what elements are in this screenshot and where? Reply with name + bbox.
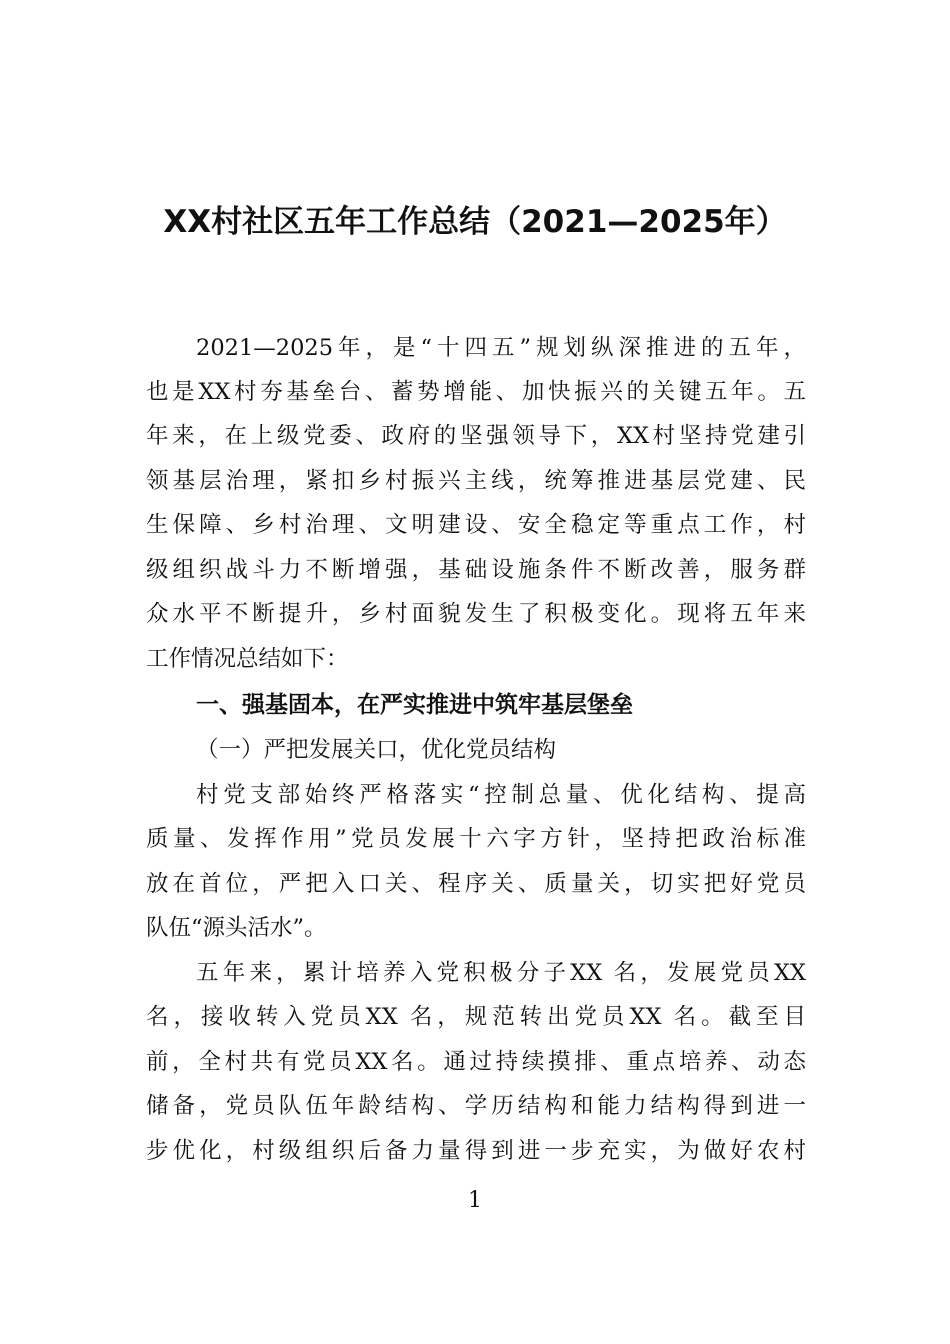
text-line: 质量、发挥作用”党员发展十六字方针，坚持把政治标准 bbox=[146, 826, 806, 852]
text-line: 步优化，村级组织后备力量得到进一步充实，为做好农村 bbox=[146, 1138, 806, 1164]
text-line: 工作情况总结如下： bbox=[146, 646, 349, 672]
text-line: 2021—2025年，是“十四五”规划纵深推进的五年， bbox=[196, 335, 806, 361]
text-line: 放在首位，严把入口关、程序关、质量关，切实把好党员 bbox=[146, 871, 806, 897]
page-number: 1 bbox=[468, 1188, 482, 1213]
text-line: 生保障、乡村治理、文明建设、安全稳定等重点工作，村 bbox=[146, 512, 806, 538]
text-line: 储备，党员队伍年龄结构、学历结构和能力结构得到进一 bbox=[146, 1093, 806, 1119]
text-line: 村党支部始终严格落实“控制总量、优化结构、提高 bbox=[196, 782, 806, 808]
text-line: 也是XX村夯基垒台、蓄势增能、加快振兴的关键五年。五 bbox=[146, 379, 806, 405]
text-line: 名，接收转入党员XX 名，规范转出党员XX 名。截至目 bbox=[146, 1004, 806, 1030]
text-line: 前，全村共有党员XX名。通过持续摸排、重点培养、动态 bbox=[146, 1049, 806, 1075]
text-line: 领基层治理，紧扣乡村振兴主线，统筹推进基层党建、民 bbox=[146, 468, 806, 494]
text-line: 年来，在上级党委、政府的坚强领导下，XX村坚持党建引 bbox=[146, 423, 806, 449]
text-line: 级组织战斗力不断增强，基础设施条件不断改善，服务群 bbox=[146, 557, 806, 583]
text-line: 众水平不断提升，乡村面貌发生了积极变化。现将五年来 bbox=[146, 601, 806, 627]
document-title: XX村社区五年工作总结（2021—2025年） bbox=[163, 204, 787, 240]
text-line: 五年来，累计培养入党积极分子XX 名，发展党员XX bbox=[196, 960, 806, 986]
text-line: 队伍“源头活水”。 bbox=[146, 915, 327, 941]
section-heading: 一、强基固本，在严实推进中筑牢基层堡垒 bbox=[196, 692, 633, 718]
subsection-heading: （一）严把发展关口，优化党员结构 bbox=[196, 737, 557, 763]
